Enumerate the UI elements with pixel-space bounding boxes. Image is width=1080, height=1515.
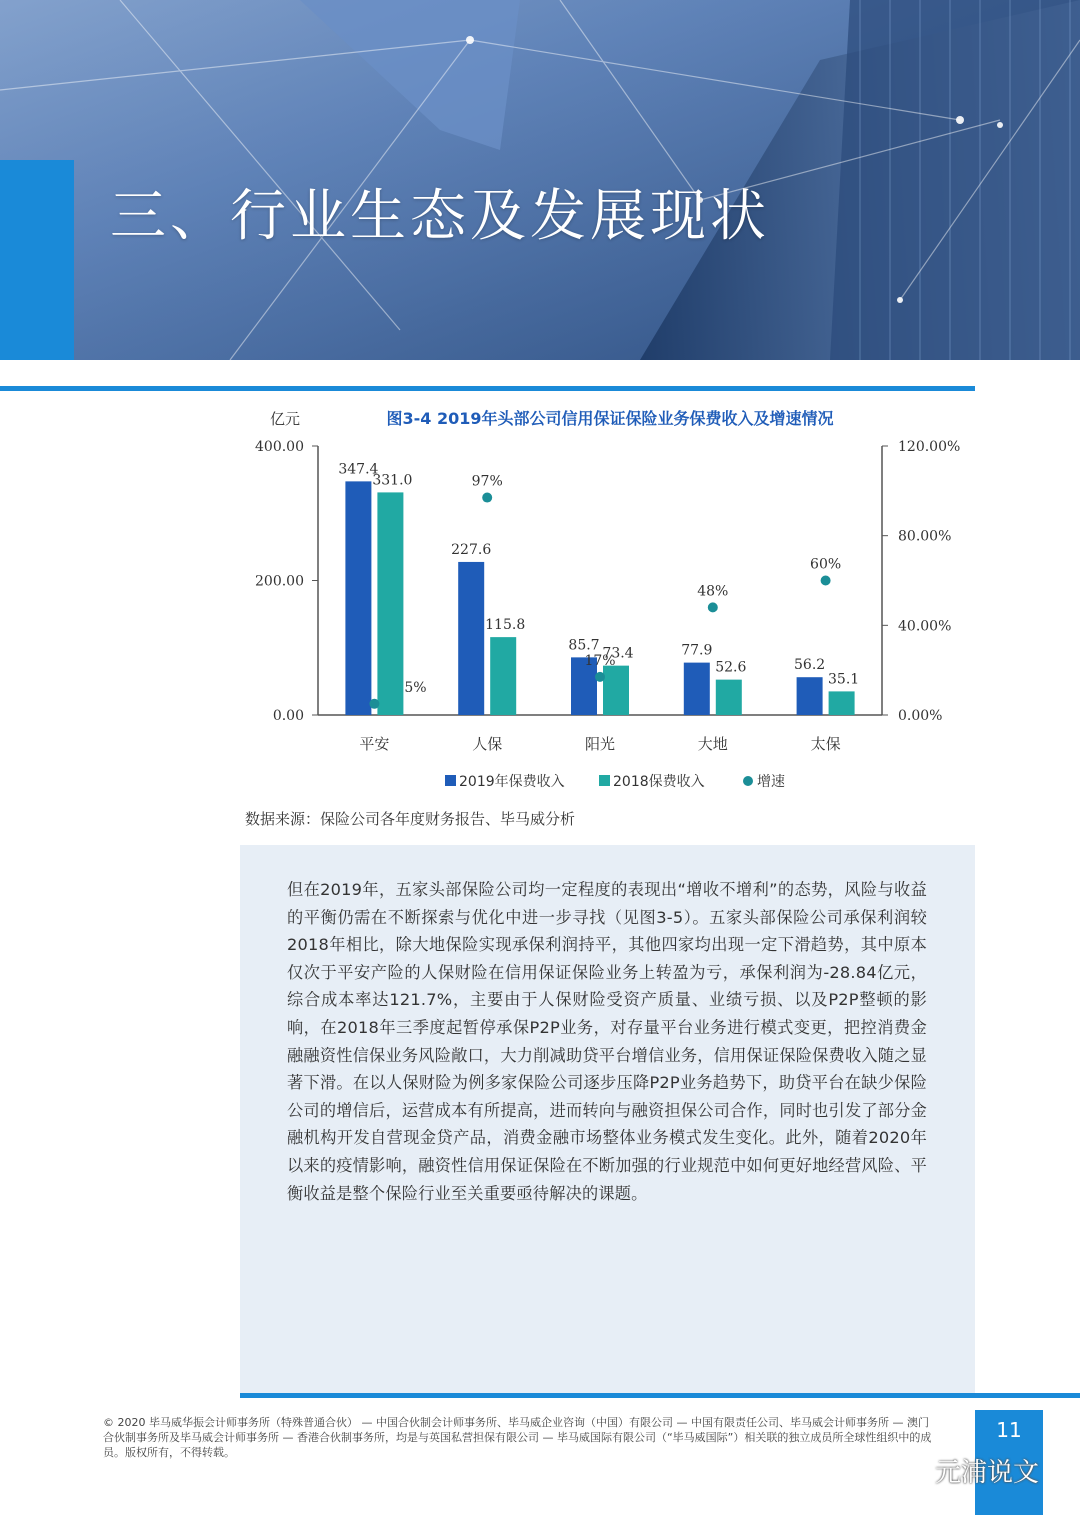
- growth-point: [482, 493, 492, 503]
- legend-label: 2018保费收入: [613, 774, 705, 790]
- section-title: 三、行业生态及发展现状: [110, 184, 770, 249]
- growth-label: 48%: [697, 583, 729, 600]
- legend-label: 增速: [757, 774, 785, 790]
- bar-2018-label: 331.0: [372, 472, 413, 489]
- bar-2019: [458, 562, 484, 715]
- y-tick-label-left: 400.00: [255, 439, 304, 455]
- chart-title: 图3-4 2019年头部公司信用保证保险业务保费收入及增速情况: [386, 409, 834, 428]
- bar-2019-label: 85.7: [568, 637, 600, 654]
- divider-bottom: [240, 1393, 1080, 1398]
- legend-swatch: [599, 775, 610, 786]
- hero-accent-bar: [0, 160, 74, 360]
- legend-swatch: [445, 775, 456, 786]
- bar-2018: [603, 666, 629, 715]
- divider-top: [0, 386, 975, 391]
- wechat-icon: [895, 1458, 929, 1484]
- y-tick-label-right: 0.00%: [898, 708, 943, 724]
- y-tick-label-right: 40.00%: [898, 618, 952, 635]
- growth-point: [595, 672, 605, 682]
- growth-point: [708, 602, 718, 612]
- bar-2019: [797, 677, 823, 715]
- legend-label: 2019年保费收入: [459, 774, 565, 790]
- bar-2019-label: 77.9: [681, 642, 713, 659]
- watermark: [895, 1452, 1039, 1489]
- chart-container: [240, 400, 980, 800]
- bar-2019: [684, 663, 710, 715]
- bar-2019-label: 227.6: [451, 541, 492, 558]
- hero-banner: [0, 0, 1080, 360]
- y-tick-label-right: 80.00%: [898, 528, 952, 545]
- bar-2019-label: 347.4: [338, 461, 379, 478]
- body-paragraph: 但在2019年，五家头部保险公司均一定程度的表现出“增收不增利”的态势，风险与收益的平衡仍需在不断探索与优化中进一步寻找（见图3-5）。五家头部保险公司承保利润较2018年相比，除大地保险实现承保利润持平，其他四家均出现一定下滑趋势，其中原本仅次于平安产险的人保财险在信用保证保险业务上转盈为亏，承保利润为-28.84亿元，综合成本率达121.7%，主要由于人保财险受资产质量、业绩亏损、以及P2P整顿的影响，在2018年三季度起暂停承保P2P业务，对存量平台业务进行模式变更，把控消费金融融资性信保业务风险敞口，大力削减助贷平台增信业务，信用保证保险保费收入随之显著下滑。在以人保财险为例多家保险公司逐步压降P2P业务趋势下，助贷平台在缺少保险公司的增信后，运营成本有所提高，进而转向与融资担保公司合作，同时也引发了部分金融机构开发自营现金贷产品，消费金融市场整体业务模式发生变化。此外，随着2020年以来的疫情影响，融资性信用保证保险在不断加强的行业规范中如何更好地经营风险、平衡收益是整个保险行业至关重要亟待解决的课题。: [287, 880, 927, 1203]
- x-tick-label: 阳光: [584, 735, 616, 753]
- legend-swatch: [743, 776, 753, 786]
- bar-2019-label: 56.2: [794, 657, 826, 674]
- bar-2018-label: 115.8: [485, 617, 526, 634]
- watermark-text: 元浦说文: [935, 1458, 1040, 1488]
- y-axis-unit: 亿元: [270, 410, 301, 428]
- bar-2018: [377, 492, 403, 715]
- growth-label: 60%: [810, 556, 842, 573]
- bar-2019: [345, 481, 371, 715]
- copyright-footer: © 2020 毕马威华振会计师事务所（特殊普通合伙） — 中国合伙制会计师事务所、毕马威企业咨询（中国）有限公司 — 中国有限责任公司、毕马威会计师事务所 — 澳门合伙制事务所及毕马威会计师事务所 — 香港合伙制事务所，均是与英国私营担保有限公司 — 毕马威国际有限公司（“毕马威国际”）相关联的独立成员所全球性组织中的成员。版权所有，不得转载。: [103, 1416, 932, 1459]
- x-tick-label: 大地: [697, 735, 728, 753]
- x-tick-label: 人保: [472, 735, 503, 753]
- growth-label: 17%: [584, 652, 616, 669]
- bar-2018: [490, 637, 516, 715]
- page-number: 11: [996, 1418, 1022, 1442]
- bar-2018-label: 73.4: [602, 645, 634, 662]
- x-tick-label: 平安: [359, 735, 390, 753]
- bar-chart: [240, 400, 980, 800]
- bar-2018: [829, 691, 855, 715]
- bar-2018-label: 52.6: [715, 659, 747, 676]
- growth-point: [821, 576, 831, 586]
- growth-label: 97%: [471, 473, 503, 490]
- y-tick-label-left: 0.00: [272, 708, 304, 724]
- bar-2018-label: 35.1: [828, 671, 860, 688]
- bar-2018: [716, 680, 742, 715]
- y-tick-label-left: 200.00: [255, 573, 304, 590]
- growth-label: 5%: [404, 679, 427, 696]
- growth-point: [369, 699, 379, 709]
- x-tick-label: 太保: [810, 735, 841, 753]
- y-tick-label-right: 120.00%: [898, 439, 961, 455]
- data-source: 数据来源：保险公司各年度财务报告、毕马威分析: [245, 810, 576, 828]
